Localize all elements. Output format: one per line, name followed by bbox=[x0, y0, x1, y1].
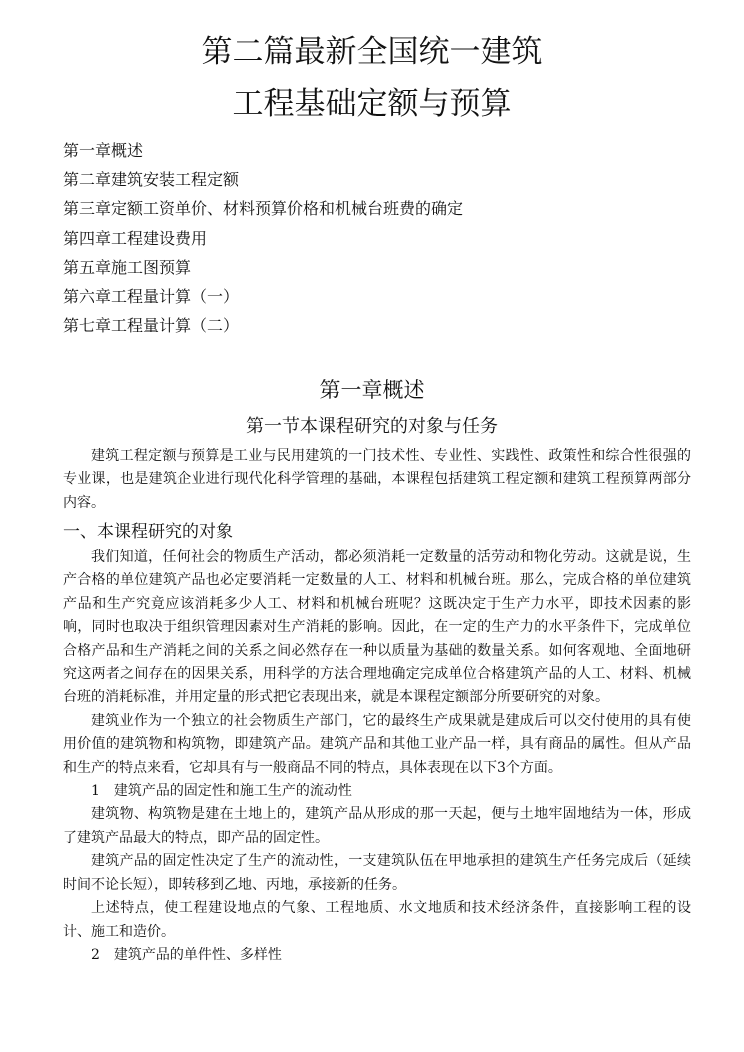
chapter-heading: 第一章概述 bbox=[319, 378, 425, 402]
toc-item: 第四章工程建设费用 bbox=[63, 228, 208, 248]
document-title-line-2: 工程基础定额与预算 bbox=[232, 86, 512, 122]
paragraph: 我们知道，任何社会的物质生产活动，都必须消耗一定数量的活劳动和物化劳动。这就是说，生产合格的单位建筑产品也必定要消耗一定数量的人工、材料和机械台班。那么，完成合格的单位建筑产品和生产究竟应该消耗多少人工、材料和机械台班呢？这既决定于生产力水平，即技术因素的影响，同时也取决于组织管理因素对生产消耗的影响。因此，在一定的生产力的水平条件下，完成单位合格产品和生产消耗之间的关系之间必然存在一种以质量为基础的数量关系。如何客观地、全面地研究这两者之间存在的因果关系，用科学的方法合理地确定完成单位合格建筑产品的人工、材料、机械台班的消耗标准，并用定量的形式把它表现出来，就是本课程定额部分所要研究的对象。 bbox=[63, 549, 691, 706]
numbered-point: 1 建筑产品的固定性和施工生产的流动性 bbox=[91, 783, 352, 800]
paragraph: 建筑工程定额与预算是工业与民用建筑的一门技术性、专业性、实践性、政策性和综合性很强的专业课，也是建筑企业进行现代化科学管理的基础，本课程包括建筑工程定额和建筑工程预算两部分内容。 bbox=[63, 448, 691, 511]
toc-item: 第五章施工图预算 bbox=[63, 257, 192, 277]
toc-item: 第三章定额工资单价、材料预算价格和机械台班费的确定 bbox=[63, 199, 464, 219]
toc-item: 第二章建筑安装工程定额 bbox=[63, 170, 240, 190]
numbered-point: 2 建筑产品的单件性、多样性 bbox=[91, 946, 282, 963]
subsection-heading: 一、本课程研究的对象 bbox=[63, 522, 233, 542]
toc-item: 第七章工程量计算（二） bbox=[63, 316, 240, 336]
table-of-contents bbox=[63, 136, 703, 340]
paragraph: 上述特点，使工程建设地点的气象、工程地质、水文地质和技术经济条件，直接影响工程的设计、施工和造价。 bbox=[63, 900, 691, 940]
paragraph: 建筑产品的固定性决定了生产的流动性，一支建筑队伍在甲地承担的建筑生产任务完成后（延续时间不论长短），即转移到乙地、丙地，承接新的任务。 bbox=[63, 853, 691, 893]
section-heading: 第一节本课程研究的对象与任务 bbox=[246, 416, 498, 437]
toc-item: 第六章工程量计算（一） bbox=[63, 287, 240, 307]
body-text bbox=[63, 546, 691, 967]
toc-item: 第一章概述 bbox=[63, 141, 144, 160]
paragraph: 建筑业作为一个独立的社会物质生产部门，它的最终生产成果就是建成后可以交付使用的具有使用价值的建筑物和构筑物，即建筑产品。建筑产品和其他工业产品一样，具有商品的属性。但从产品和生产的特点来看，它却具有与一般商品不同的特点，具体表现在以下3个方面。 bbox=[63, 712, 691, 776]
intro-text bbox=[63, 445, 691, 515]
document-title-line-1: 第二篇最新全国统一建筑 bbox=[201, 34, 543, 70]
paragraph: 建筑物、构筑物是建在土地上的，建筑产品从形成的那一天起，便与土地牢固地结为一体，形成了建筑产品最大的特点，即产品的固定性。 bbox=[63, 806, 691, 846]
